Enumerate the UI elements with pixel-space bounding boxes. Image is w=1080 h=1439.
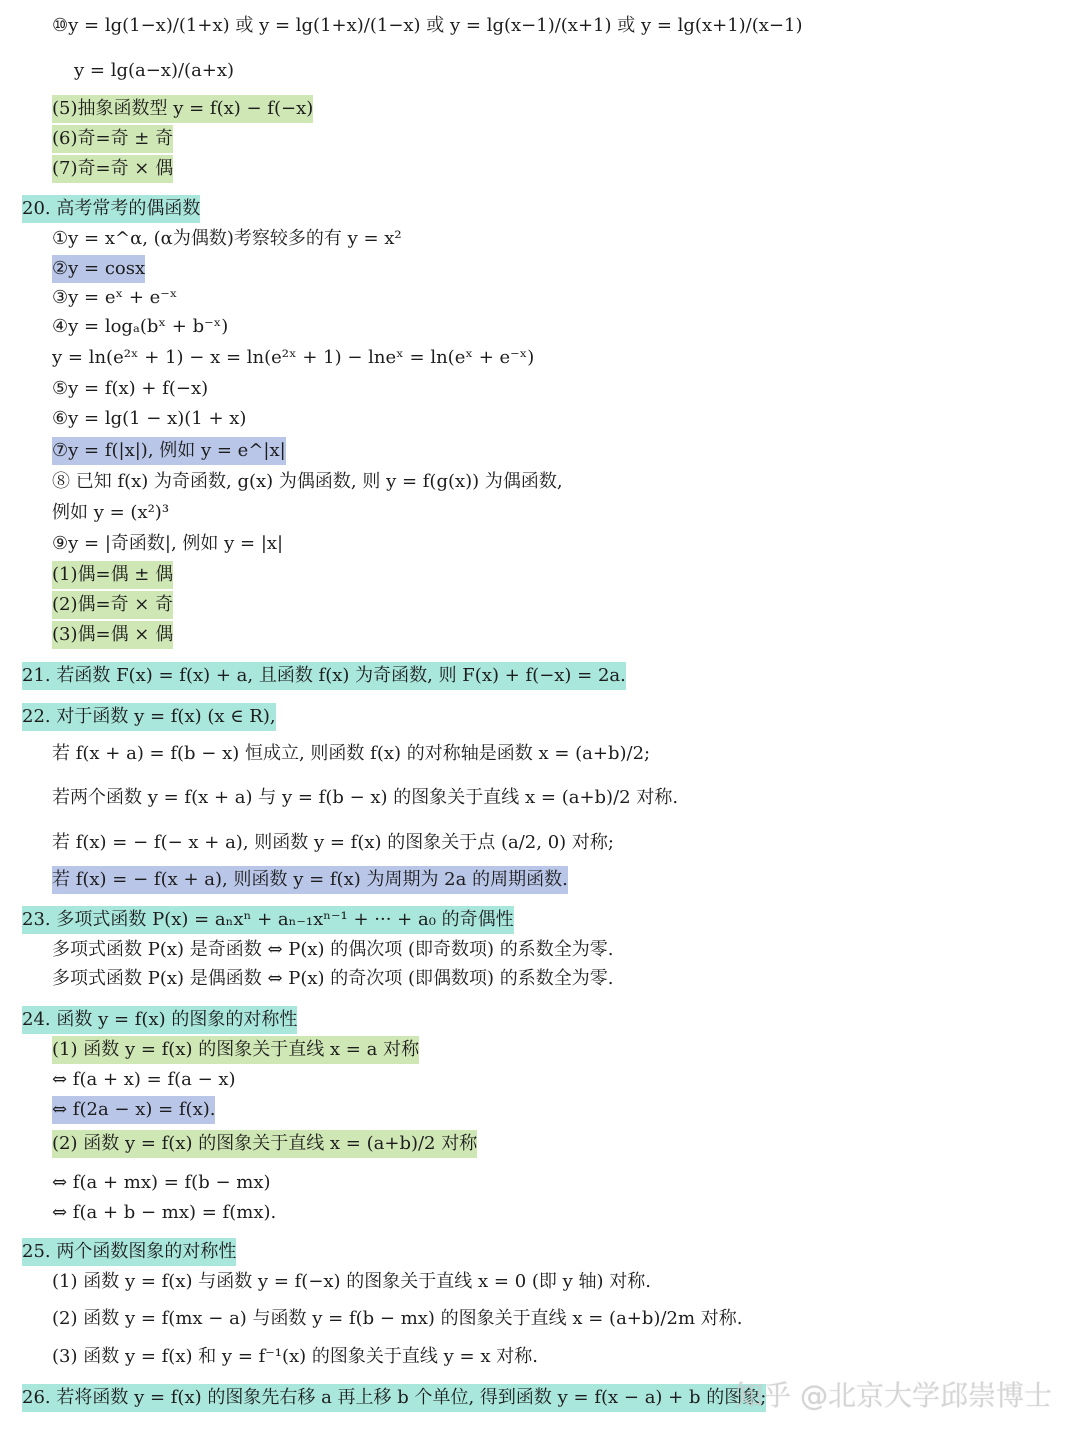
doc-line-3: (5)抽象函数型 y = f(x) − f(−x): [52, 95, 313, 123]
doc-line-7: ①y = x^α, (α为偶数)考察较多的有 y = x²: [52, 228, 402, 249]
doc-line-14: ⑦y = f(|x|), 例如 y = e^|x|: [52, 437, 286, 465]
doc-line-19: (2)偶=奇 × 奇: [52, 591, 173, 619]
doc-line-17: ⑨y = |奇函数|, 例如 y = |x|: [52, 533, 284, 554]
doc-line-32: ⇔ f(a + x) = f(a − x): [52, 1069, 236, 1090]
doc-line-15: ⑧ 已知 f(x) 为奇函数, g(x) 为偶函数, 则 y = f(g(x)) 为偶函数,: [52, 471, 563, 492]
doc-line-38: (1) 函数 y = f(x) 与函数 y = f(−x) 的图象关于直线 x = 0 (即 y 轴) 对称.: [52, 1271, 651, 1292]
doc-line-2: y = lg(a−x)/(a+x): [74, 60, 235, 81]
doc-line-39: (2) 函数 y = f(mx − a) 与函数 y = f(b − mx) 的图象关于直线 x = (a+b)/2m 对称.: [52, 1308, 743, 1329]
doc-line-1: ⑩y = lg(1−x)/(1+x) 或 y = lg(1+x)/(1−x) 或 y = lg(x−1)/(x+1) 或 y = lg(x+1)/(x−1): [52, 15, 803, 36]
doc-line-28: 多项式函数 P(x) 是奇函数 ⇔ P(x) 的偶次项 (即奇数项) 的系数全为零.: [52, 939, 614, 960]
doc-line-34: (2) 函数 y = f(x) 的图象关于直线 x = (a+b)/2 对称: [52, 1130, 477, 1158]
section-heading-20: 20. 高考常考的偶函数: [22, 195, 200, 223]
doc-line-36: ⇔ f(a + b − mx) = f(mx).: [52, 1202, 277, 1223]
section-heading-25: 25. 两个函数图象的对称性: [22, 1238, 236, 1266]
doc-line-26: 若 f(x) = − f(x + a), 则函数 y = f(x) 为周期为 2a 的周期函数.: [52, 866, 568, 894]
doc-line-25: 若 f(x) = − f(− x + a), 则函数 y = f(x) 的图象关于点 (a/2, 0) 对称;: [52, 832, 614, 853]
section-heading-23: 23. 多项式函数 P(x) = aₙxⁿ + aₙ₋₁xⁿ⁻¹ + ··· + a₀ 的奇偶性: [22, 906, 514, 934]
doc-line-4: (6)奇=奇 ± 奇: [52, 125, 173, 153]
doc-line-31: (1) 函数 y = f(x) 的图象关于直线 x = a 对称: [52, 1036, 419, 1064]
doc-line-20: (3)偶=偶 × 偶: [52, 621, 173, 649]
section-heading-21: 21. 若函数 F(x) = f(x) + a, 且函数 f(x) 为奇函数, 则 F(x) + f(−x) = 2a.: [22, 662, 626, 690]
doc-line-5: (7)奇=奇 × 偶: [52, 155, 173, 183]
doc-line-35: ⇔ f(a + mx) = f(b − mx): [52, 1172, 271, 1193]
doc-line-13: ⑥y = lg(1 − x)(1 + x): [52, 408, 247, 429]
doc-line-9: ③y = eˣ + e⁻ˣ: [52, 287, 178, 308]
doc-line-24: 若两个函数 y = f(x + a) 与 y = f(b − x) 的图象关于直线 x = (a+b)/2 对称.: [52, 787, 679, 808]
zhihu-watermark: 知乎 @北京大学邱崇博士: [735, 1379, 1052, 1412]
section-heading-22: 22. 对于函数 y = f(x) (x ∈ R),: [22, 703, 276, 731]
doc-line-40: (3) 函数 y = f(x) 和 y = f⁻¹(x) 的图象关于直线 y = x 对称.: [52, 1346, 538, 1367]
doc-line-29: 多项式函数 P(x) 是偶函数 ⇔ P(x) 的奇次项 (即偶数项) 的系数全为零.: [52, 968, 614, 989]
doc-line-23: 若 f(x + a) = f(b − x) 恒成立, 则函数 f(x) 的对称轴是函数 x = (a+b)/2;: [52, 743, 651, 764]
doc-line-11: y = ln(e²ˣ + 1) − x = ln(e²ˣ + 1) − lneˣ = ln(eˣ + e⁻ˣ): [52, 347, 535, 368]
doc-line-16: 例如 y = (x²)³: [52, 502, 170, 523]
doc-line-18: (1)偶=偶 ± 偶: [52, 561, 173, 589]
section-heading-26: 26. 若将函数 y = f(x) 的图象先右移 a 再上移 b 个单位, 得到函数 y = f(x − a) + b 的图象;: [22, 1384, 766, 1412]
doc-line-12: ⑤y = f(x) + f(−x): [52, 378, 209, 399]
doc-line-10: ④y = logₐ(bˣ + b⁻ˣ): [52, 316, 229, 337]
section-heading-24: 24. 函数 y = f(x) 的图象的对称性: [22, 1006, 297, 1034]
doc-line-8: ②y = cosx: [52, 255, 145, 283]
doc-line-33: ⇔ f(2a − x) = f(x).: [52, 1096, 215, 1124]
